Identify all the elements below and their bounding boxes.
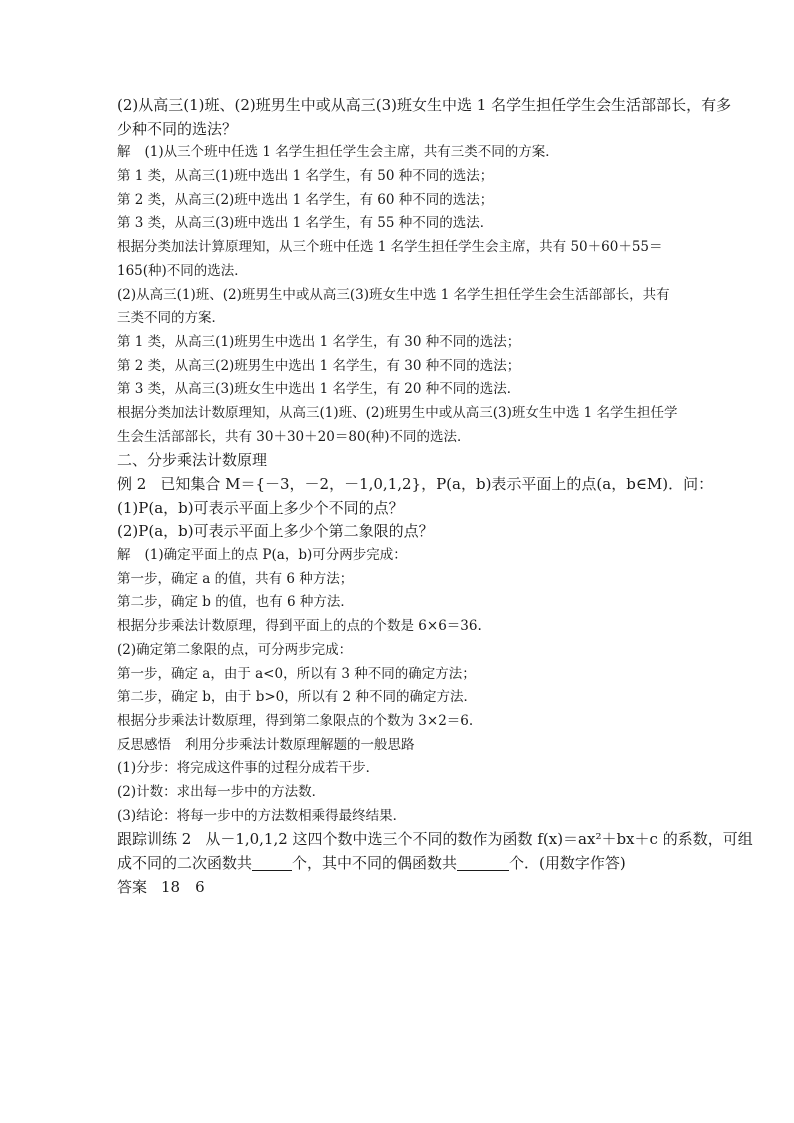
solution-line: 根据分步乘法计数原理，得到第二象限点的个数为 3×2＝6. xyxy=(117,712,474,729)
solution-line: 165(种)不同的选法． xyxy=(117,262,248,279)
reflection-text: 利用分步乘法计数原理解题的一般思路 xyxy=(185,736,415,753)
solution-line: 根据分步乘法计数原理，得到平面上的点的个数是 6×6＝36. xyxy=(117,618,482,635)
solution-text: (1)确定平面上的点 P(a，b)可分两步完成： xyxy=(144,547,407,564)
example-heading: 例 2 xyxy=(117,475,147,493)
solution-heading: 解 xyxy=(117,547,131,564)
solution-line: 生会生活部部长，共有 30＋30＋20＝80(种)不同的选法． xyxy=(117,428,471,445)
section-heading: 二、分步乘法计数原理 xyxy=(117,451,268,470)
question-line: 少种不同的选法？ xyxy=(117,119,238,138)
reflection-line: (1)分步：将完成这件事的过程分成若干步． xyxy=(117,760,380,777)
example-line xyxy=(117,473,714,497)
solution-line: 第一步，确定 a 的值，共有 6 种方法； xyxy=(117,570,354,587)
answer-text: 18 6 xyxy=(161,877,205,896)
example-text: 已知集合 M＝{－3，－2，－1,0,1,2}，P(a，b)表示平面上的点(a，b∈M)．问： xyxy=(160,475,714,493)
practice-text: 从－1,0,1,2 这四个数中选三个不同的数作为函数 f(x)＝ax²＋bx＋c 的系数，可组 xyxy=(205,830,753,849)
reflection-line xyxy=(117,734,687,758)
solution-line: 第一步，确定 a，由于 a<0，所以有 3 种不同的确定方法； xyxy=(117,665,476,682)
practice-text: 个．(用数字作答) xyxy=(509,854,626,872)
solution-line: 第 2 类，从高三(2)班中选出 1 名学生，有 60 种不同的选法； xyxy=(117,191,494,208)
practice-text: 个，其中不同的偶函数共 xyxy=(292,854,458,872)
solution-line: 第 2 类，从高三(2)班男生中选出 1 名学生，有 30 种不同的选法； xyxy=(117,357,521,374)
solution-line: 第 3 类，从高三(3)班中选出 1 名学生，有 55 种不同的选法． xyxy=(117,215,494,232)
reflection-line: (3)结论：将每一步中的方法数相乘得最终结果． xyxy=(117,807,407,824)
answer-line xyxy=(117,876,687,900)
solution-heading: 解 xyxy=(117,144,131,161)
solution-line: 第 1 类，从高三(1)班中选出 1 名学生，有 50 种不同的选法； xyxy=(117,168,494,185)
solution-line: 第 3 类，从高三(3)班女生中选出 1 名学生，有 20 种不同的选法． xyxy=(117,381,521,398)
document-body xyxy=(117,94,753,899)
solution-text: (1)从三个班中任选 1 名学生担任学生会主席，共有三类不同的方案． xyxy=(144,144,559,161)
example-line: (2)P(a，b)可表示平面上多少个第二象限的点？ xyxy=(117,522,434,541)
solution-line: 三类不同的方案． xyxy=(117,310,225,327)
solution-line: 根据分类加法计算原理知，从三个班中任选 1 名学生担任学生会主席，共有 50＋60＋55＝ xyxy=(117,239,663,256)
solution-line xyxy=(117,141,687,165)
example-line: (1)P(a，b)可表示平面上多少个不同的点？ xyxy=(117,498,404,517)
practice-line xyxy=(117,852,687,876)
practice-heading: 跟踪训练 2 xyxy=(117,830,192,849)
solution-line: 第 1 类，从高三(1)班男生中选出 1 名学生，有 30 种不同的选法； xyxy=(117,333,521,350)
answer-blank xyxy=(457,856,509,871)
answer-heading: 答案 xyxy=(117,877,148,896)
solution-line: 第二步，确定 b 的值，也有 6 种方法． xyxy=(117,594,354,611)
solution-line: 根据分类加法计数原理知，从高三(1)班、(2)班男生中或从高三(3)班女生中选 1 名学生担任学 xyxy=(117,404,678,421)
practice-line xyxy=(117,828,753,852)
solution-line: 第二步，确定 b，由于 b>0，所以有 2 种不同的确定方法． xyxy=(117,689,477,706)
reflection-line: (2)计数：求出每一步中的方法数． xyxy=(117,783,326,800)
solution-line: (2)确定第二象限的点，可分两步完成： xyxy=(117,641,353,658)
reflection-heading: 反思感悟 xyxy=(117,736,171,753)
solution-line xyxy=(117,544,687,568)
practice-text: 成不同的二次函数共 xyxy=(117,854,253,872)
solution-line: (2)从高三(1)班、(2)班男生中或从高三(3)班女生中选 1 名学生担任学生会生活部部长，共有 xyxy=(117,286,670,303)
answer-blank xyxy=(252,856,292,871)
question-line: (2)从高三(1)班、(2)班男生中或从高三(3)班女生中选 1 名学生担任学生会生活部部长，有多 xyxy=(117,96,732,114)
